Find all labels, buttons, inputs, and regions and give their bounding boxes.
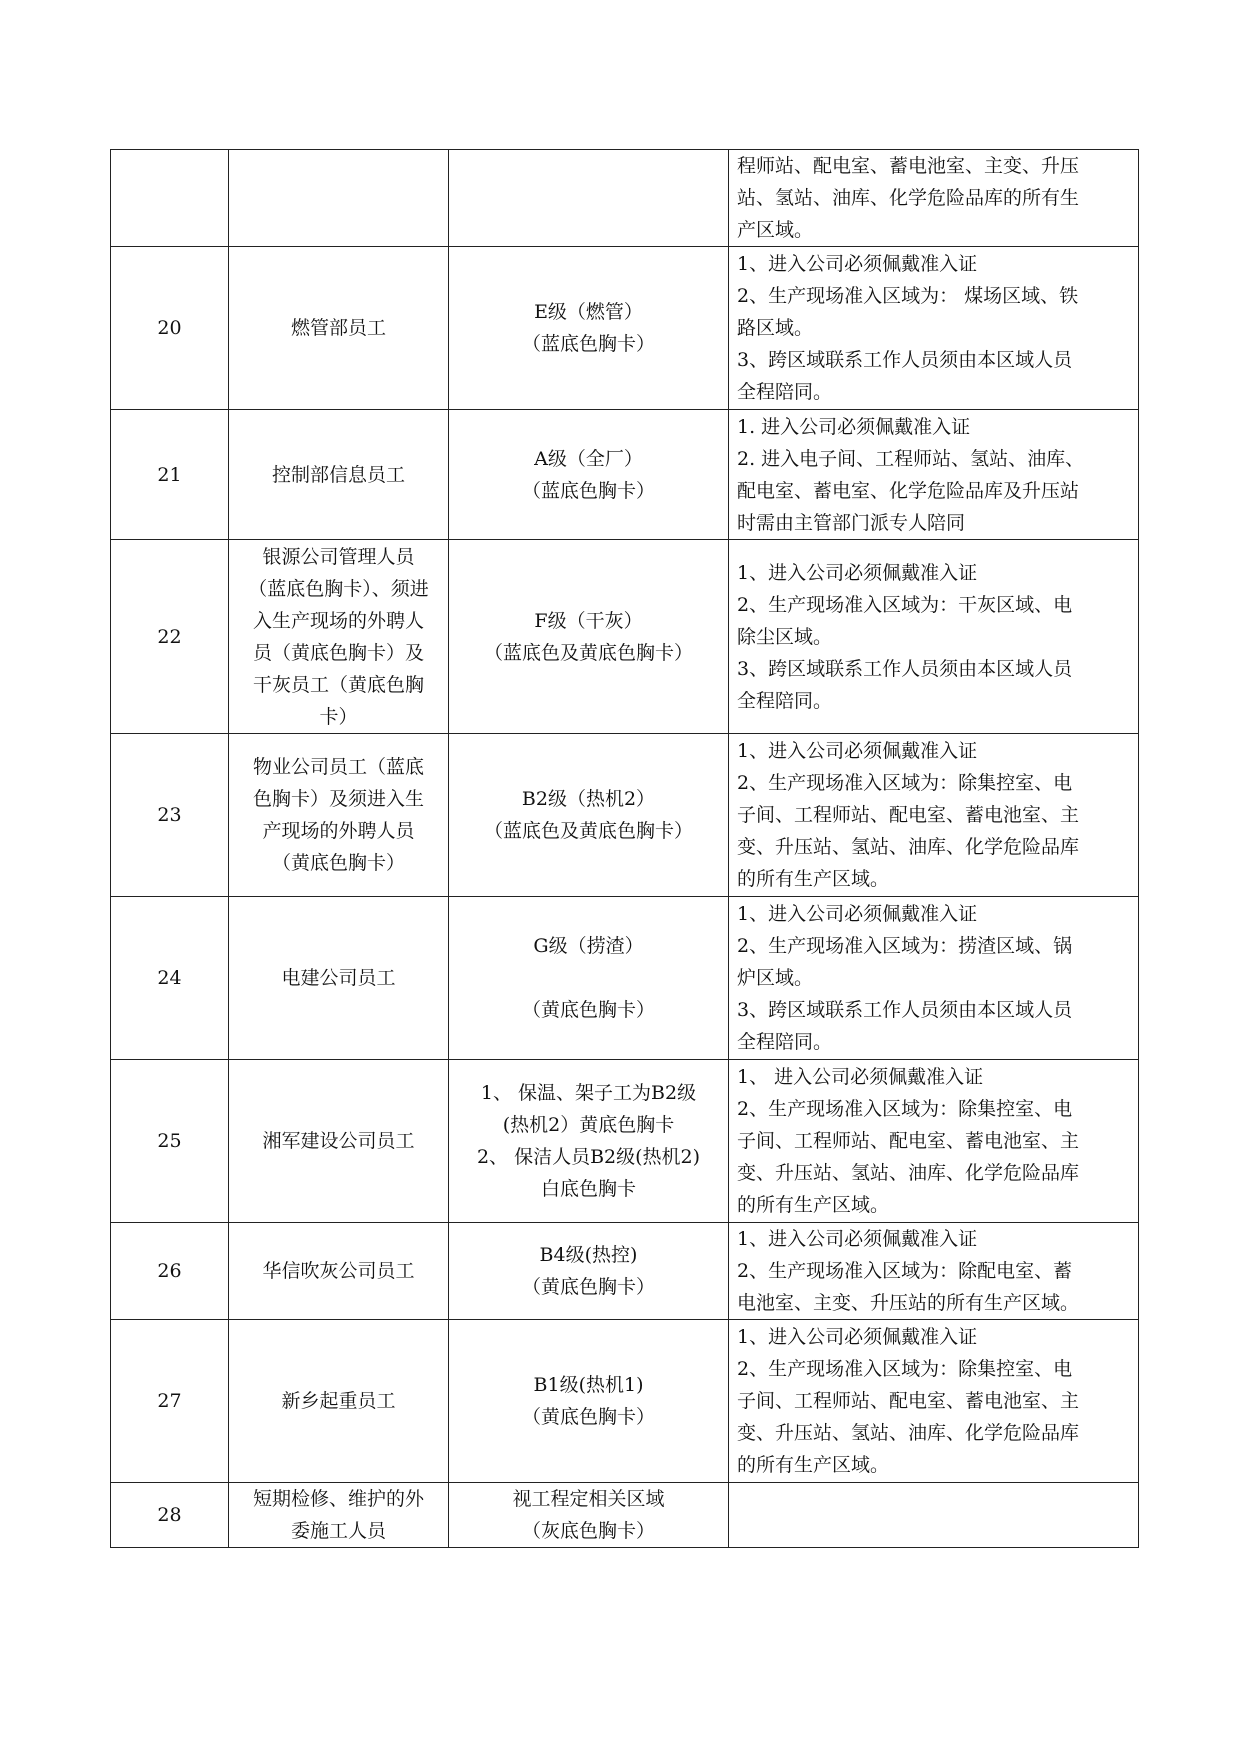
access-rules-cell bbox=[729, 1060, 1139, 1223]
staff-type-line: 电建公司员工 bbox=[281, 967, 396, 989]
access-rules-line: 1、 进入公司必须佩戴准入证 bbox=[737, 1066, 984, 1088]
staff-type-line: 产现场的外聘人员 bbox=[262, 820, 415, 842]
access-rules-cell bbox=[729, 540, 1139, 734]
staff-type-line: 控制部信息员工 bbox=[271, 463, 405, 486]
staff-type-line: 湘军建设公司员工 bbox=[262, 1130, 415, 1152]
access-level-cell bbox=[449, 1223, 729, 1320]
access-rules-line: 2、生产现场准入区域为： 煤场区域、铁 bbox=[737, 285, 1079, 307]
access-rules-line: 1、进入公司必须佩戴准入证 bbox=[737, 561, 978, 584]
access-level-cell bbox=[449, 734, 729, 897]
access-rules-line: 电池室、主变、升压站的所有生产区域。 bbox=[737, 1292, 1080, 1314]
row-number-cell: 26 bbox=[111, 1223, 229, 1320]
access-rules-cell bbox=[729, 247, 1139, 410]
row-number-cell: 25 bbox=[111, 1060, 229, 1223]
access-rules-cell bbox=[729, 150, 1139, 247]
access-rules-line: 子间、工程师站、配电室、蓄电池室、主 bbox=[737, 1390, 1080, 1412]
access-rules-line: 程师站、配电室、蓄电池室、主变、升压 bbox=[737, 155, 1080, 177]
access-rules-line: 2、生产现场准入区域为：干灰区域、电 bbox=[737, 593, 1073, 616]
row-number-cell: 20 bbox=[111, 247, 229, 410]
staff-type-line: 员（黄底色胸卡）及 bbox=[252, 641, 424, 664]
access-rules-cell bbox=[729, 734, 1139, 897]
access-rules-line: 子间、工程师站、配电室、蓄电池室、主 bbox=[737, 1130, 1080, 1152]
access-level-line: A级（全厂） bbox=[534, 447, 643, 470]
access-rules-cell bbox=[729, 1320, 1139, 1483]
staff-type-cell bbox=[229, 897, 449, 1060]
access-level-line: （灰底色胸卡） bbox=[521, 1520, 655, 1542]
access-rules-line: 1、进入公司必须佩戴准入证 bbox=[737, 740, 978, 762]
access-level-cell bbox=[449, 150, 729, 247]
access-rules-line: 产区域。 bbox=[737, 219, 814, 241]
access-level-line: 视工程定相关区域 bbox=[512, 1488, 665, 1510]
access-rules-line: 3、跨区域联系工作人员须由本区域人员 bbox=[737, 657, 1073, 680]
access-level-line: E级（燃管） bbox=[534, 301, 643, 323]
table-row bbox=[111, 410, 1139, 540]
table-row bbox=[111, 1223, 1139, 1320]
table-row bbox=[111, 150, 1139, 247]
access-level-line: B2级（热机2） bbox=[521, 788, 656, 810]
staff-type-line: 入生产现场的外聘人 bbox=[252, 609, 424, 632]
access-level-cell bbox=[449, 410, 729, 540]
access-rules-line: 2、生产现场准入区域为：除集控室、电 bbox=[737, 772, 1073, 794]
row-number-cell: 21 bbox=[111, 410, 229, 540]
access-level-line: （蓝底色胸卡） bbox=[521, 333, 655, 355]
access-rules-line: 2、生产现场准入区域为：除集控室、电 bbox=[737, 1098, 1073, 1120]
access-rules-line: 变、升压站、氢站、油库、化学危险品库 bbox=[737, 1422, 1080, 1444]
staff-type-cell bbox=[229, 247, 449, 410]
row-number-cell: 27 bbox=[111, 1320, 229, 1483]
row-number-cell: 23 bbox=[111, 734, 229, 897]
access-rules-line: 全程陪同。 bbox=[737, 689, 833, 712]
row-number-cell: 28 bbox=[111, 1483, 229, 1548]
access-rules-line: 2、生产现场准入区域为：除集控室、电 bbox=[737, 1358, 1073, 1380]
staff-type-line: 燃管部员工 bbox=[290, 317, 386, 339]
table-row bbox=[111, 1320, 1139, 1483]
access-rules-line: 时需由主管部门派专人陪同 bbox=[737, 511, 966, 534]
access-level-line: 1、 保温、架子工为B2级 bbox=[480, 1082, 697, 1104]
table-row bbox=[111, 247, 1139, 410]
access-rules-line: 的所有生产区域。 bbox=[737, 1194, 890, 1216]
access-level-line: （黄底色胸卡） bbox=[521, 999, 655, 1021]
access-rules-line: 1、进入公司必须佩戴准入证 bbox=[737, 1326, 978, 1348]
staff-type-cell bbox=[229, 1060, 449, 1223]
staff-type-line: 新乡起重员工 bbox=[281, 1390, 396, 1412]
table-row bbox=[111, 734, 1139, 897]
access-level-line: B1级(热机1) bbox=[533, 1374, 644, 1396]
row-number-cell: 22 bbox=[111, 540, 229, 734]
access-level-cell bbox=[449, 247, 729, 410]
access-rules-line: 3、跨区域联系工作人员须由本区域人员 bbox=[737, 999, 1073, 1021]
access-level-line: （蓝底色胸卡） bbox=[521, 479, 655, 502]
access-rules-line: 变、升压站、氢站、油库、化学危险品库 bbox=[737, 1162, 1080, 1184]
access-rules-cell bbox=[729, 1223, 1139, 1320]
staff-type-cell bbox=[229, 1483, 449, 1548]
staff-type-cell bbox=[229, 1320, 449, 1483]
staff-type-line: （黄底色胸卡） bbox=[271, 852, 405, 874]
staff-type-line: （蓝底色胸卡）、须进 bbox=[248, 577, 429, 600]
access-rules-line: 变、升压站、氢站、油库、化学危险品库 bbox=[737, 836, 1080, 858]
access-level-line: G级（捞渣） bbox=[533, 935, 644, 957]
staff-type-cell bbox=[229, 540, 449, 734]
access-rules-line: 2. 进入电子间、工程师站、氢站、油库、 bbox=[737, 447, 1085, 470]
access-rules-line: 路区域。 bbox=[737, 317, 814, 339]
access-rules-line: 配电室、蓄电室、化学危险品库及升压站 bbox=[737, 479, 1080, 502]
table-row bbox=[111, 1060, 1139, 1223]
access-level-line bbox=[457, 962, 720, 994]
access-level-line: F级（干灰） bbox=[534, 609, 643, 632]
access-level-line: B4级(热控) bbox=[539, 1244, 638, 1266]
staff-type-line: 卡） bbox=[319, 705, 358, 728]
access-rules-line: 子间、工程师站、配电室、蓄电池室、主 bbox=[737, 804, 1080, 826]
access-rules-line: 1、进入公司必须佩戴准入证 bbox=[737, 1228, 978, 1250]
access-rules-cell bbox=[729, 897, 1139, 1060]
access-level-line: （蓝底色及黄底色胸卡） bbox=[483, 820, 693, 842]
staff-type-cell bbox=[229, 734, 449, 897]
table-row bbox=[111, 897, 1139, 1060]
staff-type-cell bbox=[229, 410, 449, 540]
staff-type-line: 物业公司员工（蓝底 bbox=[252, 756, 424, 778]
staff-type-line: 干灰员工（黄底色胸 bbox=[252, 673, 424, 696]
access-rules-cell bbox=[729, 1483, 1139, 1548]
access-level-cell bbox=[449, 1060, 729, 1223]
access-rules-line: 1、进入公司必须佩戴准入证 bbox=[737, 903, 978, 925]
access-level-line: （黄底色胸卡） bbox=[521, 1406, 655, 1428]
access-rules-line: 全程陪同。 bbox=[737, 1031, 833, 1053]
access-level-cell bbox=[449, 1483, 729, 1548]
access-rules-line: 全程陪同。 bbox=[737, 381, 833, 403]
table-row bbox=[111, 540, 1139, 734]
access-rules-line: 除尘区域。 bbox=[737, 625, 833, 648]
access-level-cell bbox=[449, 897, 729, 1060]
access-rules-line: 炉区域。 bbox=[737, 967, 814, 989]
access-level-line: （黄底色胸卡） bbox=[521, 1276, 655, 1298]
access-level-cell bbox=[449, 540, 729, 734]
staff-type-line: 短期检修、维护的外 bbox=[252, 1488, 424, 1510]
access-level-cell bbox=[449, 1320, 729, 1483]
row-number-cell: 24 bbox=[111, 897, 229, 1060]
access-rules-line: 3、跨区域联系工作人员须由本区域人员 bbox=[737, 349, 1073, 371]
table-row bbox=[111, 1483, 1139, 1548]
access-level-line: 白底色胸卡 bbox=[540, 1178, 636, 1200]
access-level-line: (热机2）黄底色胸卡 bbox=[502, 1114, 675, 1136]
access-rules-line: 的所有生产区域。 bbox=[737, 1454, 890, 1476]
staff-type-line: 委施工人员 bbox=[290, 1520, 386, 1542]
access-rules-line: 1. 进入公司必须佩戴准入证 bbox=[737, 415, 971, 438]
staff-type-cell bbox=[229, 1223, 449, 1320]
staff-type-cell bbox=[229, 150, 449, 247]
access-rules-line: 2、生产现场准入区域为：除配电室、蓄 bbox=[737, 1260, 1073, 1282]
access-rules-line: 站、氢站、油库、化学危险品库的所有生 bbox=[737, 187, 1080, 209]
access-level-line: 2、 保洁人员B2级(热机2) bbox=[476, 1146, 701, 1168]
access-level-line: （蓝底色及黄底色胸卡） bbox=[483, 641, 693, 664]
access-rules-line: 1、进入公司必须佩戴准入证 bbox=[737, 253, 978, 275]
staff-type-line: 华信吹灰公司员工 bbox=[262, 1260, 415, 1282]
row-number-cell bbox=[111, 150, 229, 247]
table-body bbox=[111, 150, 1139, 1548]
access-permit-table bbox=[110, 149, 1139, 1548]
access-rules-line: 的所有生产区域。 bbox=[737, 868, 890, 890]
staff-type-line: 银源公司管理人员 bbox=[262, 545, 415, 568]
access-rules-line: 2、生产现场准入区域为：捞渣区域、锅 bbox=[737, 935, 1073, 957]
staff-type-line: 色胸卡）及须进入生 bbox=[252, 788, 424, 810]
access-rules-cell bbox=[729, 410, 1139, 540]
